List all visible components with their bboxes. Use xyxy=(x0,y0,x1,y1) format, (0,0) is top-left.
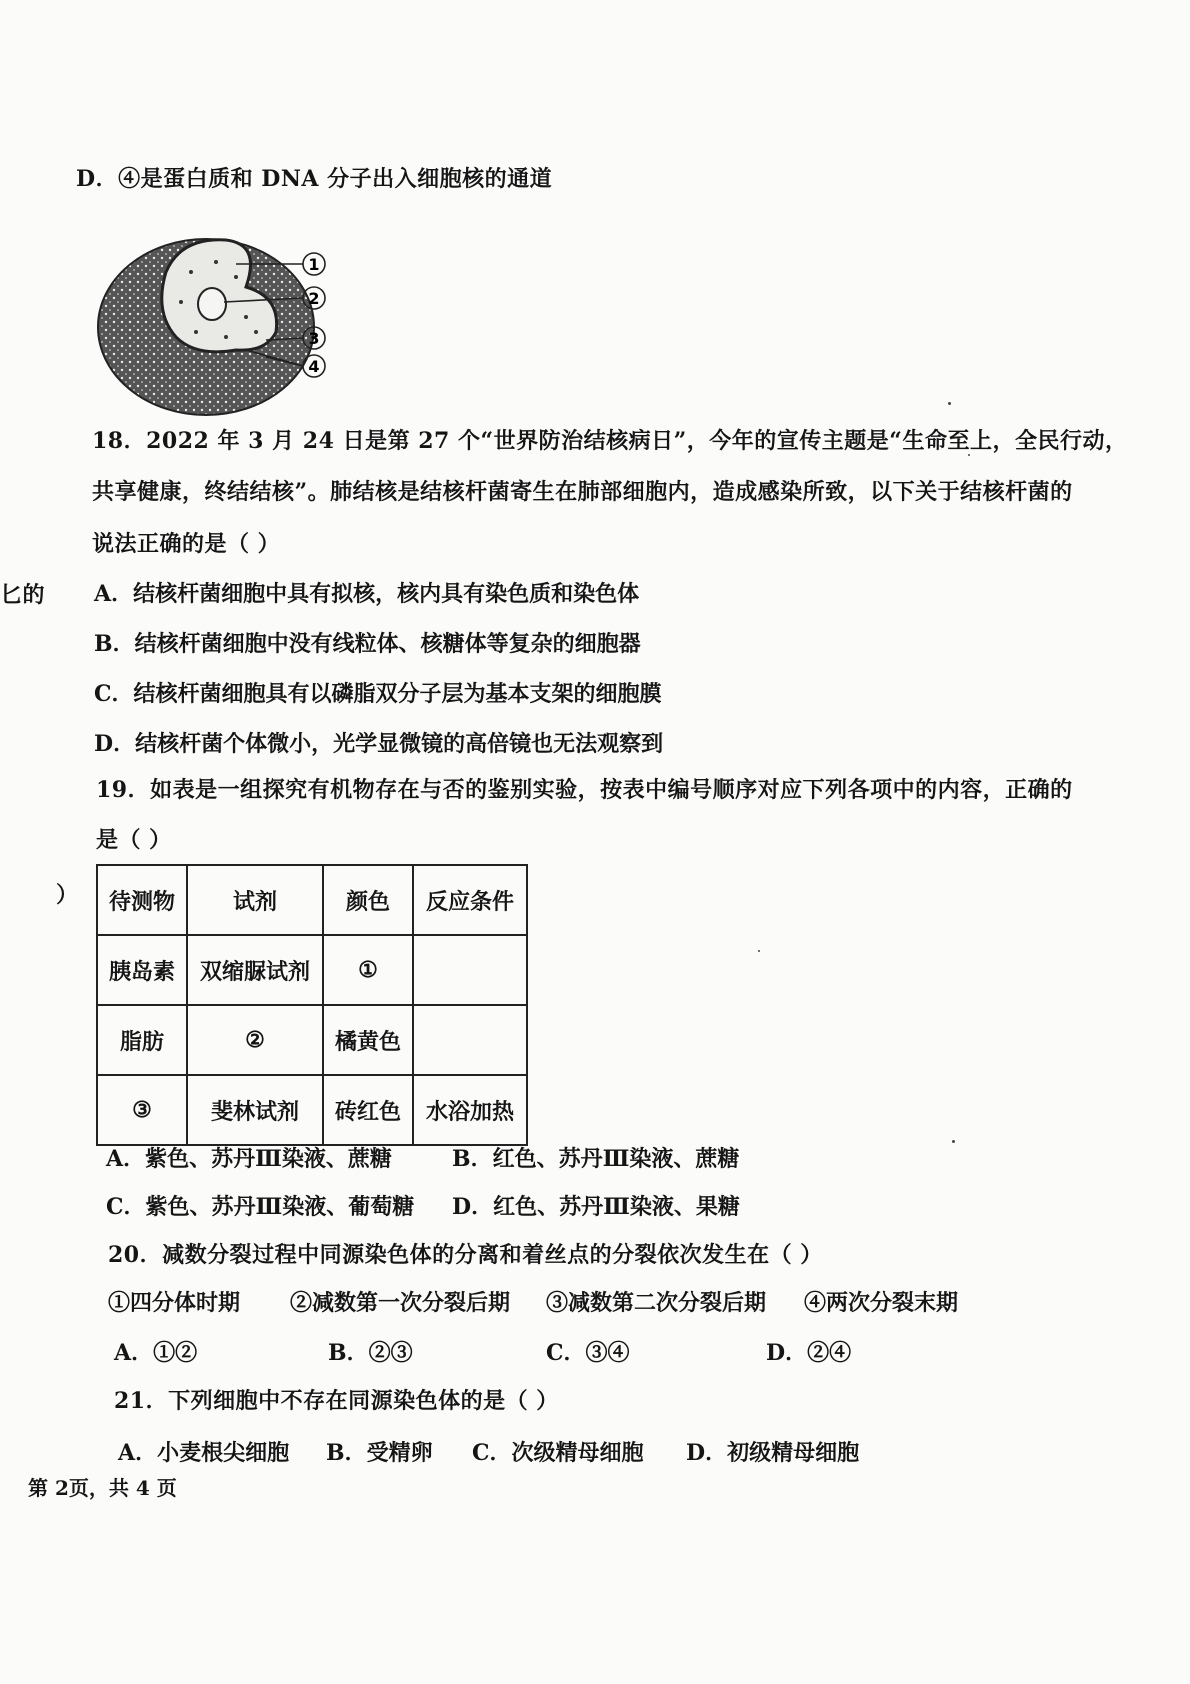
q19-option-d: D．红色、苏丹Ⅲ染液、果糖 xyxy=(452,1194,740,1220)
nucleus-diagram xyxy=(96,232,356,422)
table-cell xyxy=(413,935,527,1005)
table-cell: 双缩脲试剂 xyxy=(187,935,323,1005)
q20-option-a: A．①② xyxy=(114,1340,198,1366)
q21-option-d: D．初级精母细胞 xyxy=(686,1440,860,1466)
q20-stem: 20．减数分裂过程中同源染色体的分离和着丝点的分裂依次发生在（ ） xyxy=(108,1242,823,1268)
q20-item-3: ③减数第二次分裂后期 xyxy=(546,1290,767,1316)
q21-option-a: A．小麦根尖细胞 xyxy=(118,1440,290,1466)
q19-option-b: B．红色、苏丹Ⅲ染液、蔗糖 xyxy=(452,1146,740,1172)
q20-option-b: B．②③ xyxy=(328,1340,413,1366)
header-reagent: 试剂 xyxy=(187,865,323,935)
figure-label-2: 2 xyxy=(308,289,320,308)
table-row xyxy=(97,1075,527,1145)
q18-option-c: C．结核杆菌细胞具有以磷脂双分子层为基本支架的细胞膜 xyxy=(94,681,662,707)
table-row xyxy=(97,1005,527,1075)
q21-option-c: C．次级精母细胞 xyxy=(472,1440,644,1466)
table-cell: ② xyxy=(187,1005,323,1075)
q20-option-c: C．③④ xyxy=(546,1340,630,1366)
figure-label-4: 4 xyxy=(308,357,320,376)
q20-option-d: D．②④ xyxy=(766,1340,852,1366)
header-condition: 反应条件 xyxy=(413,865,527,935)
table-cell: 水浴加热 xyxy=(413,1075,527,1145)
q19-stem-line-1: 19．如表是一组探究有机物存在与否的鉴别实验，按表中编号顺序对应下列各项中的内容，正确的 xyxy=(96,777,1073,803)
header-color: 颜色 xyxy=(323,865,413,935)
q18-option-b: B．结核杆菌细胞中没有线粒体、核糖体等复杂的细胞器 xyxy=(94,631,641,657)
table-row xyxy=(97,935,527,1005)
scan-speck xyxy=(952,1140,955,1143)
table-cell: 砖红色 xyxy=(323,1075,413,1145)
scan-speck xyxy=(758,950,760,952)
q18-stem-line-3: 说法正确的是（ ） xyxy=(92,531,281,557)
q19-option-c: C．紫色、苏丹Ⅲ染液、葡萄糖 xyxy=(106,1194,415,1220)
scan-speck xyxy=(968,454,970,456)
q20-item-4: ④两次分裂末期 xyxy=(804,1290,959,1316)
figure-label-3: 3 xyxy=(308,329,320,348)
table-header-row xyxy=(97,865,527,935)
table-cell: 橘黄色 xyxy=(323,1005,413,1075)
header-sample: 待测物 xyxy=(97,865,187,935)
nucleus-figure xyxy=(96,232,356,422)
q20-item-1: ①四分体时期 xyxy=(108,1290,241,1316)
table-cell: ③ xyxy=(97,1075,187,1145)
q18-stem-line-2: 共享健康，终结结核”。肺结核是结核杆菌寄生在肺部细胞内，造成感染所致，以下关于结核杆菌的 xyxy=(92,479,1073,505)
page-footer: 第 2页，共 4 页 xyxy=(28,1476,177,1500)
table-cell: 脂肪 xyxy=(97,1005,187,1075)
margin-fragment-top: 匕的 xyxy=(0,582,46,608)
scan-speck xyxy=(948,402,951,405)
q19-option-a: A．紫色、苏丹Ⅲ染液、蔗糖 xyxy=(106,1146,392,1172)
q21-stem: 21．下列细胞中不存在同源染色体的是（ ） xyxy=(114,1388,559,1414)
q18-option-d: D．结核杆菌个体微小，光学显微镜的高倍镜也无法观察到 xyxy=(94,731,664,757)
table-cell: ① xyxy=(323,935,413,1005)
table-cell: 胰岛素 xyxy=(97,935,187,1005)
table-cell xyxy=(413,1005,527,1075)
experiment-table xyxy=(96,864,528,1146)
q20-item-2: ②减数第一次分裂后期 xyxy=(290,1290,511,1316)
q17-option-d: D．④是蛋白质和 DNA 分子出入细胞核的通道 xyxy=(76,166,553,192)
margin-fragment-bracket: ） xyxy=(56,882,79,908)
q19-stem-line-2: 是（ ） xyxy=(96,827,172,853)
q18-option-a: A．结核杆菌细胞中具有拟核，核内具有染色质和染色体 xyxy=(94,581,640,607)
figure-label-1: 1 xyxy=(308,255,320,274)
q21-option-b: B．受精卵 xyxy=(326,1440,433,1466)
q18-stem-line-1: 18．2022 年 3 月 24 日是第 27 个“世界防治结核病日”，今年的宣传主题是“生命至上，全民行动， xyxy=(92,428,1128,454)
table-cell: 斐林试剂 xyxy=(187,1075,323,1145)
